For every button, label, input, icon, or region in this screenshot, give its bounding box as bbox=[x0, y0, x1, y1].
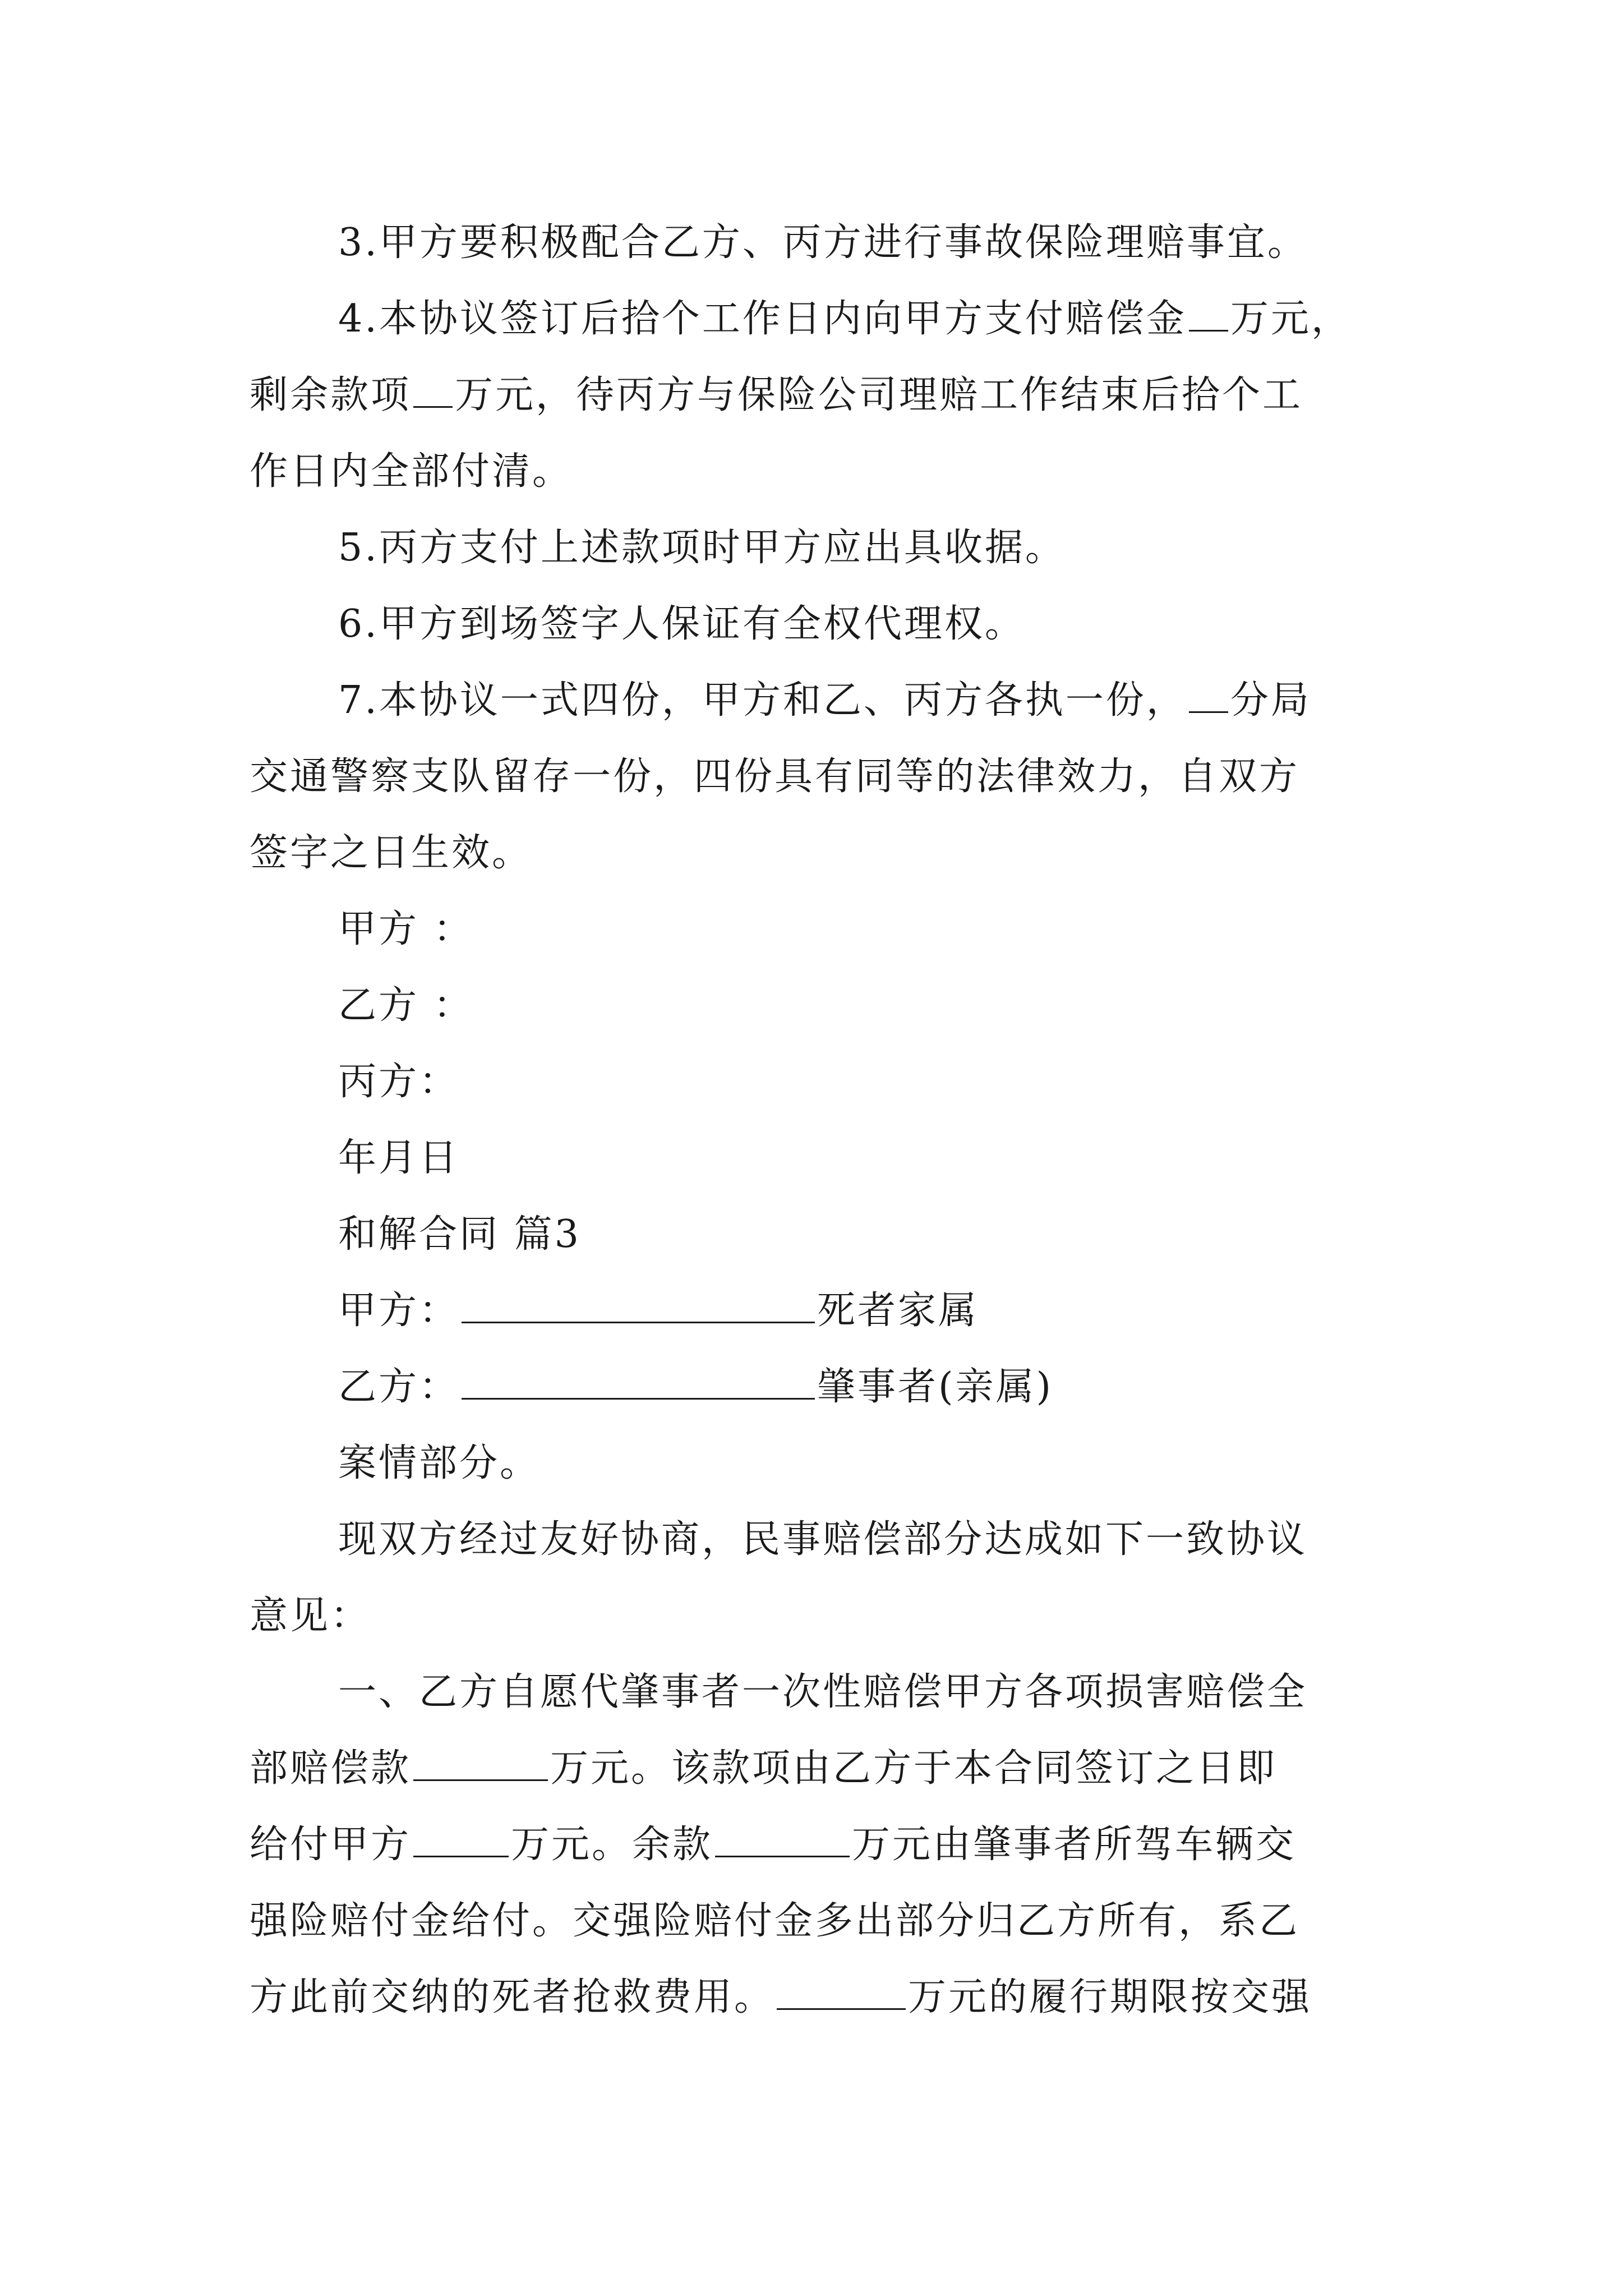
line-text: 一、乙方自愿代肇事者一次性赔偿甲方各项损害赔偿全 bbox=[338, 1670, 1308, 1714]
line-text: 交通警察支队留存一份，四份具有同等的法律效力，自双方 bbox=[250, 754, 1300, 799]
fill-in-blank bbox=[715, 1824, 850, 1857]
fill-in-blank bbox=[777, 1977, 906, 2010]
document-line-p4 bbox=[250, 586, 1427, 662]
line-text: 甲方： bbox=[338, 1289, 460, 1333]
document-line-p15a bbox=[250, 1654, 1427, 1731]
line-text: 乙方 ： bbox=[338, 983, 474, 1028]
line-text: 万元，待丙方与保险公司理赔工作结束后拾个工 bbox=[455, 373, 1303, 417]
document-line-p1 bbox=[250, 205, 1427, 281]
document-line-p8 bbox=[250, 1044, 1427, 1120]
document-line-p2b bbox=[250, 357, 1427, 434]
fill-in-blank bbox=[413, 1824, 509, 1857]
fill-in-blank bbox=[1189, 298, 1228, 332]
document-line-p13 bbox=[250, 1425, 1427, 1502]
fill-in-blank bbox=[462, 1290, 815, 1323]
document-line-p15b bbox=[250, 1731, 1427, 1807]
line-text: 分局 bbox=[1230, 678, 1311, 723]
document-line-p6 bbox=[250, 891, 1427, 968]
document-line-p2a bbox=[250, 281, 1427, 357]
document-line-p7 bbox=[250, 968, 1427, 1044]
document-line-p15e bbox=[250, 1959, 1427, 2036]
document-line-p10 bbox=[250, 1197, 1427, 1273]
line-text: 剩余款项 bbox=[250, 373, 412, 417]
line-text: 给付甲方 bbox=[250, 1823, 412, 1867]
document-line-p15c bbox=[250, 1807, 1427, 1883]
line-text: 方此前交纳的死者抢救费用。 bbox=[250, 1975, 775, 2019]
fill-in-blank bbox=[462, 1366, 815, 1400]
document-line-p5b bbox=[250, 739, 1427, 815]
document-line-p9 bbox=[250, 1120, 1427, 1197]
document-line-p2c bbox=[250, 434, 1427, 510]
line-text: 死者家属 bbox=[817, 1289, 979, 1333]
line-text: 万元的履行期限按交强 bbox=[908, 1975, 1312, 2019]
document-line-p12 bbox=[250, 1349, 1427, 1425]
document-line-p11 bbox=[250, 1273, 1427, 1349]
line-text: 3.甲方要积极配合乙方、丙方进行事故保险理赔事宜。 bbox=[338, 220, 1308, 265]
document-line-p15d bbox=[250, 1883, 1427, 1959]
document-line-p3 bbox=[250, 510, 1427, 586]
document-body bbox=[250, 205, 1427, 2036]
line-text: 签字之日生效。 bbox=[250, 831, 533, 875]
line-text: 7.本协议一式四份，甲方和乙、丙方各执一份， bbox=[338, 678, 1187, 723]
fill-in-blank bbox=[413, 1748, 548, 1781]
line-text: 部赔偿款 bbox=[250, 1746, 412, 1791]
line-text: 6.甲方到场签字人保证有全权代理权。 bbox=[338, 602, 1025, 646]
document-line-p14a bbox=[250, 1502, 1427, 1578]
line-text: 案情部分。 bbox=[338, 1441, 541, 1485]
line-text: 丙方： bbox=[338, 1060, 460, 1104]
line-text: 作日内全部付清。 bbox=[250, 449, 573, 494]
line-text: 肇事者(亲属) bbox=[817, 1365, 1054, 1409]
line-text: 万元。该款项由乙方于本合同签订之日即 bbox=[550, 1746, 1278, 1791]
line-text: 5.丙方支付上述款项时甲方应出具收据。 bbox=[338, 526, 1066, 570]
fill-in-blank bbox=[1189, 680, 1228, 713]
line-text: 万元。余款 bbox=[511, 1823, 713, 1867]
line-text: 强险赔付金给付。交强险赔付金多出部分归乙方所有，系乙 bbox=[250, 1899, 1300, 1943]
line-text: 乙方： bbox=[338, 1365, 460, 1409]
document-line-p14b bbox=[250, 1578, 1427, 1654]
line-text: 年月日 bbox=[338, 1136, 460, 1180]
line-text: 万元， bbox=[1230, 297, 1352, 341]
line-text: 意见： bbox=[250, 1594, 371, 1638]
document-line-p5a bbox=[250, 662, 1427, 739]
line-text: 万元由肇事者所驾车辆交 bbox=[852, 1823, 1297, 1867]
line-text: 甲方 ： bbox=[338, 907, 474, 951]
line-text: 和解合同 篇3 bbox=[338, 1212, 581, 1257]
line-text: 4.本协议签订后拾个工作日内向甲方支付赔偿金 bbox=[338, 297, 1187, 341]
line-text: 现双方经过友好协商，民事赔偿部分达成如下一致协议 bbox=[338, 1517, 1308, 1562]
fill-in-blank bbox=[413, 375, 453, 408]
document-line-p5c bbox=[250, 815, 1427, 891]
